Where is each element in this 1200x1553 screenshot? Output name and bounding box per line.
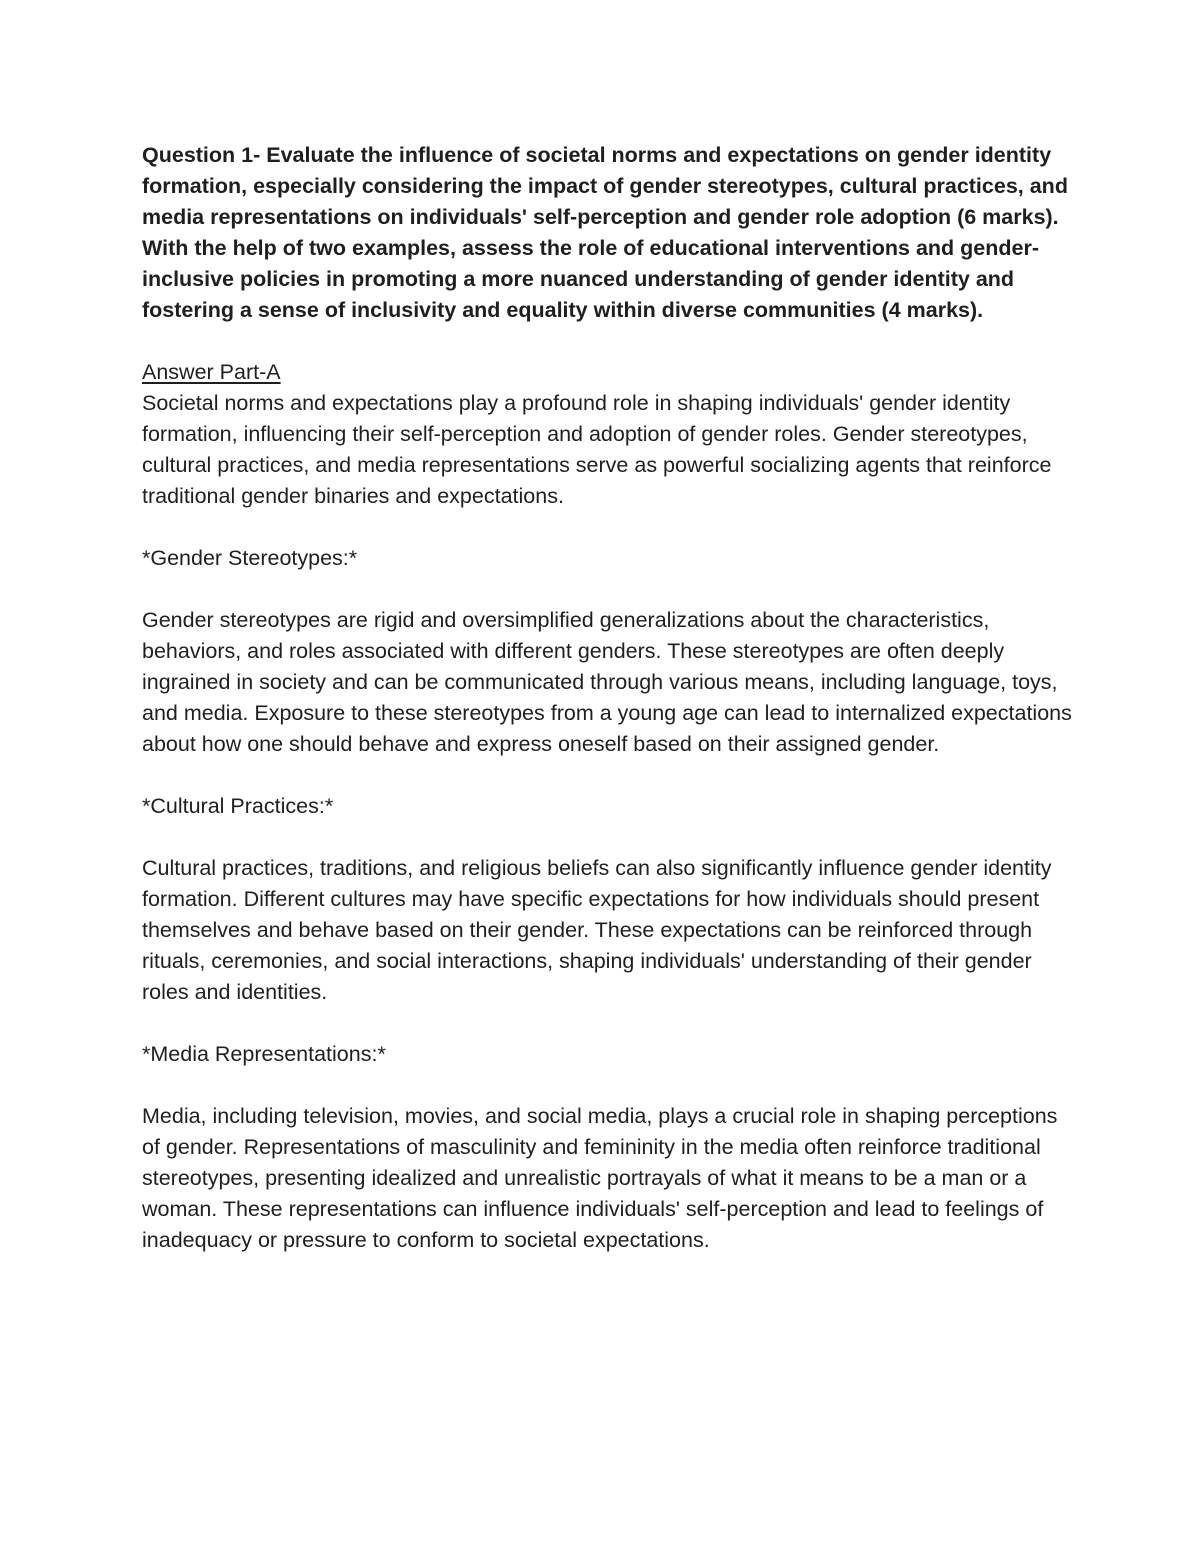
document-page xyxy=(142,140,1072,1256)
section-body-gender-stereotypes: Gender stereotypes are rigid and oversimplified generalizations about the characteristics, behaviors, and roles associated with different genders. These stereotypes are often deeply ingrained in society and can be communicated through various means, including language, toys, and media. Exposure to these stereotypes from a young age can lead to internalized expectations about how one should behave and express oneself based on their assigned gender. xyxy=(142,608,1072,756)
section-body-cultural-practices: Cultural practices, traditions, and religious beliefs can also significantly influence gender identity formation. Different cultures may have specific expectations for how individuals should present themselves and behave based on their gender. These expectations can be reinforced through rituals, ceremonies, and social interactions, shaping individuals' understanding of their gender roles and identities. xyxy=(142,856,1052,1004)
answer-heading: Answer Part-A xyxy=(142,360,281,384)
section-title-media-representations: *Media Representations:* xyxy=(142,1042,386,1066)
section-title-cultural-practices: *Cultural Practices:* xyxy=(142,794,334,818)
section-body-media-representations: Media, including television, movies, and social media, plays a crucial role in shaping perceptions of gender. Representations of masculinity and femininity in the media often reinforce traditional stereotypes, presenting idealized and unrealistic portrayals of what it means to be a man or a woman. These representations can influence individuals' self-perception and lead to feelings of inadequacy or pressure to conform to societal expectations. xyxy=(142,1104,1058,1252)
section-title-gender-stereotypes: *Gender Stereotypes:* xyxy=(142,546,358,570)
question-text: Question 1- Evaluate the influence of societal norms and expectations on gender identity formation, especially considering the impact of gender stereotypes, cultural practices, and media representations on individuals' self-perception and gender role adoption (6 marks). With the help of two examples, assess the role of educational interventions and gender-inclusive policies in promoting a more nuanced understanding of gender identity and fostering a sense of inclusivity and equality within diverse communities (4 marks). xyxy=(142,143,1068,322)
answer-intro: Societal norms and expectations play a profound role in shaping individuals' gender identity formation, influencing their self-perception and adoption of gender roles. Gender stereotypes, cultural practices, and media representations serve as powerful socializing agents that reinforce traditional gender binaries and expectations. xyxy=(142,391,1052,508)
